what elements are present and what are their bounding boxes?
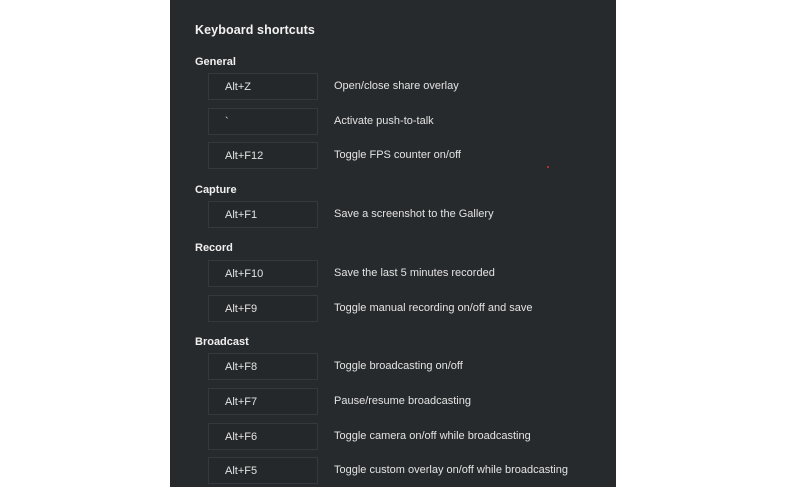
shortcut-key-field[interactable]: Alt+Z <box>208 73 318 100</box>
shortcut-description: Open/close share overlay <box>334 80 459 92</box>
shortcut-key-field[interactable]: Alt+F10 <box>208 260 318 287</box>
shortcut-description: Save the last 5 minutes recorded <box>334 267 495 279</box>
shortcut-description: Toggle broadcasting on/off <box>334 360 463 372</box>
shortcut-key-field[interactable]: Alt+F12 <box>208 142 318 169</box>
shortcut-key-field[interactable]: Alt+F6 <box>208 423 318 450</box>
shortcut-key-field[interactable]: ` <box>208 108 318 135</box>
decorative-dot <box>547 166 549 168</box>
shortcut-description: Toggle manual recording on/off and save <box>334 302 533 314</box>
shortcut-description: Activate push-to-talk <box>334 115 434 127</box>
shortcut-key-field[interactable]: Alt+F1 <box>208 201 318 228</box>
shortcut-description: Toggle custom overlay on/off while broadcasting <box>334 464 568 476</box>
shortcut-key-field[interactable]: Alt+F7 <box>208 388 318 415</box>
keyboard-shortcuts-panel <box>170 0 616 487</box>
shortcut-description: Save a screenshot to the Gallery <box>334 208 494 220</box>
panel-title: Keyboard shortcuts <box>195 23 315 37</box>
shortcut-description: Toggle camera on/off while broadcasting <box>334 430 531 442</box>
shortcut-key-field[interactable]: Alt+F5 <box>208 457 318 484</box>
section-label-broadcast: Broadcast <box>195 336 249 348</box>
shortcut-description: Pause/resume broadcasting <box>334 395 471 407</box>
shortcut-key-field[interactable]: Alt+F9 <box>208 295 318 322</box>
section-label-general: General <box>195 56 236 68</box>
section-label-capture: Capture <box>195 184 237 196</box>
section-label-record: Record <box>195 242 233 254</box>
shortcut-description: Toggle FPS counter on/off <box>334 149 461 161</box>
shortcut-key-field[interactable]: Alt+F8 <box>208 353 318 380</box>
